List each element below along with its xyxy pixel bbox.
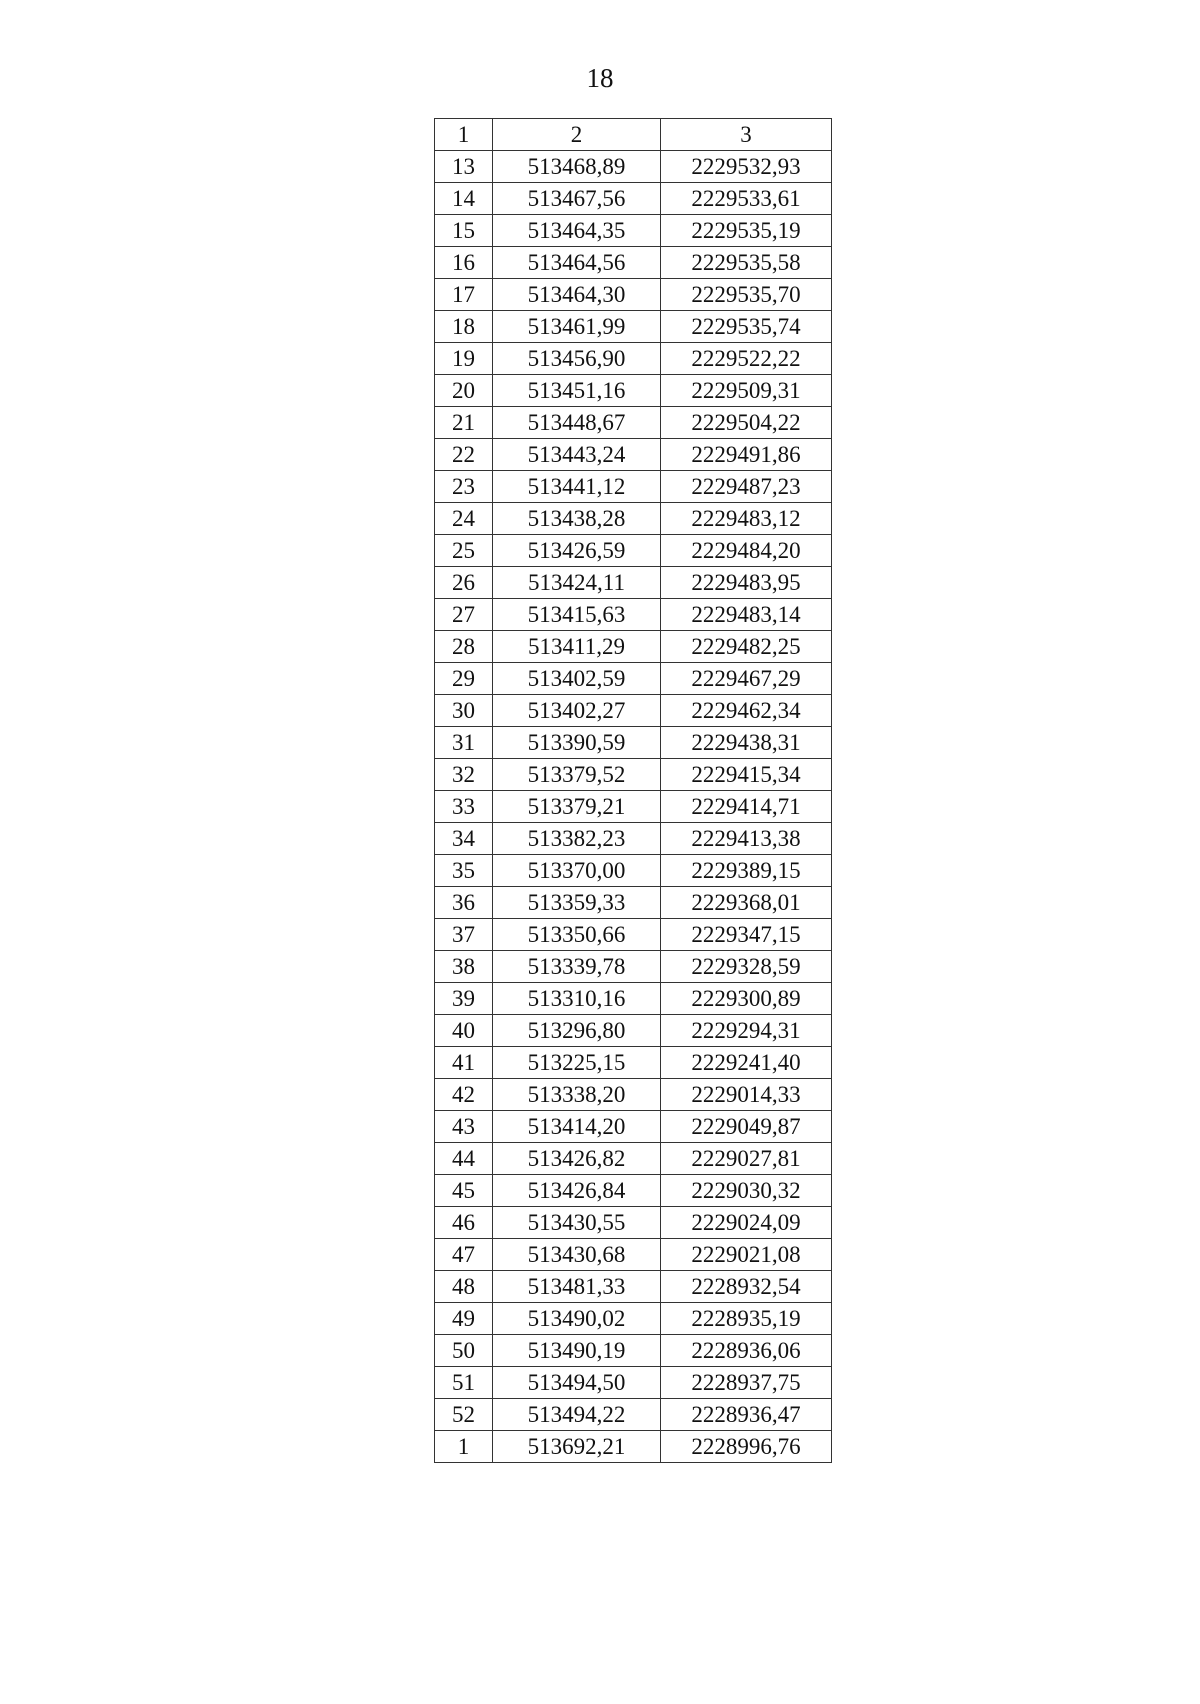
coord-y-cell: 2228936,06 <box>661 1335 832 1367</box>
table-body <box>435 151 832 1463</box>
coord-y-cell: 2229483,14 <box>661 599 832 631</box>
table-row <box>435 823 832 855</box>
point-number-cell: 35 <box>435 855 493 887</box>
coord-x-cell: 513225,15 <box>493 1047 661 1079</box>
coord-x-cell: 513426,82 <box>493 1143 661 1175</box>
coord-y-cell: 2229438,31 <box>661 727 832 759</box>
point-number-cell: 1 <box>435 1431 493 1463</box>
coord-x-cell: 513402,59 <box>493 663 661 695</box>
table-row <box>435 1431 832 1463</box>
coord-x-cell: 513379,21 <box>493 791 661 823</box>
point-number-cell: 27 <box>435 599 493 631</box>
point-number-cell: 46 <box>435 1207 493 1239</box>
table-row <box>435 1015 832 1047</box>
coord-y-cell: 2229483,95 <box>661 567 832 599</box>
coord-y-cell: 2229328,59 <box>661 951 832 983</box>
coord-y-cell: 2229535,70 <box>661 279 832 311</box>
coord-y-cell: 2229241,40 <box>661 1047 832 1079</box>
coord-x-cell: 513430,55 <box>493 1207 661 1239</box>
coord-x-cell: 513468,89 <box>493 151 661 183</box>
point-number-cell: 52 <box>435 1399 493 1431</box>
coord-x-cell: 513464,56 <box>493 247 661 279</box>
coord-y-cell: 2229535,58 <box>661 247 832 279</box>
coord-x-cell: 513430,68 <box>493 1239 661 1271</box>
point-number-cell: 31 <box>435 727 493 759</box>
point-number-cell: 24 <box>435 503 493 535</box>
coord-y-cell: 2229368,01 <box>661 887 832 919</box>
coord-x-cell: 513296,80 <box>493 1015 661 1047</box>
coord-x-cell: 513441,12 <box>493 471 661 503</box>
coord-x-cell: 513339,78 <box>493 951 661 983</box>
coord-y-cell: 2229027,81 <box>661 1143 832 1175</box>
coord-y-cell: 2229482,25 <box>661 631 832 663</box>
coord-x-cell: 513426,84 <box>493 1175 661 1207</box>
point-number-cell: 43 <box>435 1111 493 1143</box>
coord-x-cell: 513414,20 <box>493 1111 661 1143</box>
table-row <box>435 631 832 663</box>
coord-x-cell: 513350,66 <box>493 919 661 951</box>
table-row <box>435 599 832 631</box>
coord-y-cell: 2228937,75 <box>661 1367 832 1399</box>
table-row <box>435 791 832 823</box>
table-row <box>435 503 832 535</box>
point-number-cell: 41 <box>435 1047 493 1079</box>
coord-x-cell: 513382,23 <box>493 823 661 855</box>
point-number-cell: 21 <box>435 407 493 439</box>
table-row <box>435 535 832 567</box>
point-number-cell: 51 <box>435 1367 493 1399</box>
point-number-cell: 20 <box>435 375 493 407</box>
coord-x-cell: 513438,28 <box>493 503 661 535</box>
point-number-cell: 36 <box>435 887 493 919</box>
coord-x-cell: 513310,16 <box>493 983 661 1015</box>
coord-x-cell: 513443,24 <box>493 439 661 471</box>
point-number-cell: 32 <box>435 759 493 791</box>
table-row <box>435 1367 832 1399</box>
coordinates-table <box>434 118 832 1463</box>
coord-x-cell: 513464,35 <box>493 215 661 247</box>
point-number-cell: 28 <box>435 631 493 663</box>
coord-y-cell: 2229483,12 <box>661 503 832 535</box>
table-row <box>435 983 832 1015</box>
coord-x-cell: 513448,67 <box>493 407 661 439</box>
table-row <box>435 1175 832 1207</box>
header-cell-1: 1 <box>435 119 493 151</box>
coord-x-cell: 513464,30 <box>493 279 661 311</box>
table-row <box>435 471 832 503</box>
coord-y-cell: 2229024,09 <box>661 1207 832 1239</box>
table-row <box>435 1079 832 1111</box>
coord-x-cell: 513415,63 <box>493 599 661 631</box>
table-row <box>435 919 832 951</box>
coord-y-cell: 2229504,22 <box>661 407 832 439</box>
coord-y-cell: 2229491,86 <box>661 439 832 471</box>
coord-x-cell: 513494,50 <box>493 1367 661 1399</box>
table-row <box>435 887 832 919</box>
table-row <box>435 695 832 727</box>
coord-y-cell: 2229415,34 <box>661 759 832 791</box>
table-row <box>435 1335 832 1367</box>
coord-x-cell: 513402,27 <box>493 695 661 727</box>
point-number-cell: 38 <box>435 951 493 983</box>
header-cell-3: 3 <box>661 119 832 151</box>
point-number-cell: 22 <box>435 439 493 471</box>
table-row <box>435 1143 832 1175</box>
table-row <box>435 855 832 887</box>
table-row <box>435 663 832 695</box>
point-number-cell: 23 <box>435 471 493 503</box>
coord-y-cell: 2228936,47 <box>661 1399 832 1431</box>
coord-x-cell: 513426,59 <box>493 535 661 567</box>
coord-x-cell: 513338,20 <box>493 1079 661 1111</box>
coord-y-cell: 2229414,71 <box>661 791 832 823</box>
coord-y-cell: 2229522,22 <box>661 343 832 375</box>
table-row <box>435 727 832 759</box>
point-number-cell: 30 <box>435 695 493 727</box>
coord-y-cell: 2229389,15 <box>661 855 832 887</box>
coord-y-cell: 2229021,08 <box>661 1239 832 1271</box>
table-row <box>435 1271 832 1303</box>
coord-x-cell: 513411,29 <box>493 631 661 663</box>
table-row <box>435 151 832 183</box>
point-number-cell: 37 <box>435 919 493 951</box>
coord-y-cell: 2229300,89 <box>661 983 832 1015</box>
table-row <box>435 1111 832 1143</box>
point-number-cell: 26 <box>435 567 493 599</box>
header-row <box>435 119 832 151</box>
coord-y-cell: 2229509,31 <box>661 375 832 407</box>
point-number-cell: 45 <box>435 1175 493 1207</box>
table-row <box>435 1303 832 1335</box>
table-row <box>435 1239 832 1271</box>
table-row <box>435 439 832 471</box>
coord-x-cell: 513490,19 <box>493 1335 661 1367</box>
coord-y-cell: 2229467,29 <box>661 663 832 695</box>
point-number-cell: 47 <box>435 1239 493 1271</box>
coord-x-cell: 513490,02 <box>493 1303 661 1335</box>
coord-x-cell: 513456,90 <box>493 343 661 375</box>
page-number: 18 <box>586 63 614 93</box>
coord-y-cell: 2229533,61 <box>661 183 832 215</box>
coord-y-cell: 2229532,93 <box>661 151 832 183</box>
table-row <box>435 567 832 599</box>
point-number-cell: 33 <box>435 791 493 823</box>
coord-y-cell: 2229413,38 <box>661 823 832 855</box>
coord-x-cell: 513692,21 <box>493 1431 661 1463</box>
table-row <box>435 215 832 247</box>
coord-y-cell: 2228996,76 <box>661 1431 832 1463</box>
coord-x-cell: 513424,11 <box>493 567 661 599</box>
header-cell-2: 2 <box>493 119 661 151</box>
coord-y-cell: 2228932,54 <box>661 1271 832 1303</box>
table-row <box>435 247 832 279</box>
coord-x-cell: 513451,16 <box>493 375 661 407</box>
coord-y-cell: 2229535,19 <box>661 215 832 247</box>
point-number-cell: 49 <box>435 1303 493 1335</box>
table-row <box>435 759 832 791</box>
point-number-cell: 13 <box>435 151 493 183</box>
coord-y-cell: 2229014,33 <box>661 1079 832 1111</box>
point-number-cell: 34 <box>435 823 493 855</box>
coord-y-cell: 2229294,31 <box>661 1015 832 1047</box>
point-number-cell: 42 <box>435 1079 493 1111</box>
coord-y-cell: 2229484,20 <box>661 535 832 567</box>
table-row <box>435 375 832 407</box>
coord-x-cell: 513481,33 <box>493 1271 661 1303</box>
table-row <box>435 407 832 439</box>
point-number-cell: 39 <box>435 983 493 1015</box>
table-header <box>435 119 832 151</box>
point-number-cell: 18 <box>435 311 493 343</box>
coord-y-cell: 2229462,34 <box>661 695 832 727</box>
point-number-cell: 19 <box>435 343 493 375</box>
coord-y-cell: 2229049,87 <box>661 1111 832 1143</box>
coord-y-cell: 2229535,74 <box>661 311 832 343</box>
point-number-cell: 14 <box>435 183 493 215</box>
coord-x-cell: 513359,33 <box>493 887 661 919</box>
coord-x-cell: 513379,52 <box>493 759 661 791</box>
table-row <box>435 951 832 983</box>
point-number-cell: 29 <box>435 663 493 695</box>
coord-y-cell: 2228935,19 <box>661 1303 832 1335</box>
coord-x-cell: 513390,59 <box>493 727 661 759</box>
point-number-cell: 44 <box>435 1143 493 1175</box>
point-number-cell: 40 <box>435 1015 493 1047</box>
coord-x-cell: 513494,22 <box>493 1399 661 1431</box>
coord-x-cell: 513370,00 <box>493 855 661 887</box>
table-row <box>435 311 832 343</box>
coord-y-cell: 2229347,15 <box>661 919 832 951</box>
coord-x-cell: 513461,99 <box>493 311 661 343</box>
point-number-cell: 17 <box>435 279 493 311</box>
table-row <box>435 183 832 215</box>
coord-x-cell: 513467,56 <box>493 183 661 215</box>
table-row <box>435 1047 832 1079</box>
table-row <box>435 343 832 375</box>
coord-y-cell: 2229487,23 <box>661 471 832 503</box>
point-number-cell: 50 <box>435 1335 493 1367</box>
point-number-cell: 15 <box>435 215 493 247</box>
table-row <box>435 279 832 311</box>
point-number-cell: 48 <box>435 1271 493 1303</box>
point-number-cell: 16 <box>435 247 493 279</box>
coord-y-cell: 2229030,32 <box>661 1175 832 1207</box>
table-row <box>435 1207 832 1239</box>
point-number-cell: 25 <box>435 535 493 567</box>
table-row <box>435 1399 832 1431</box>
